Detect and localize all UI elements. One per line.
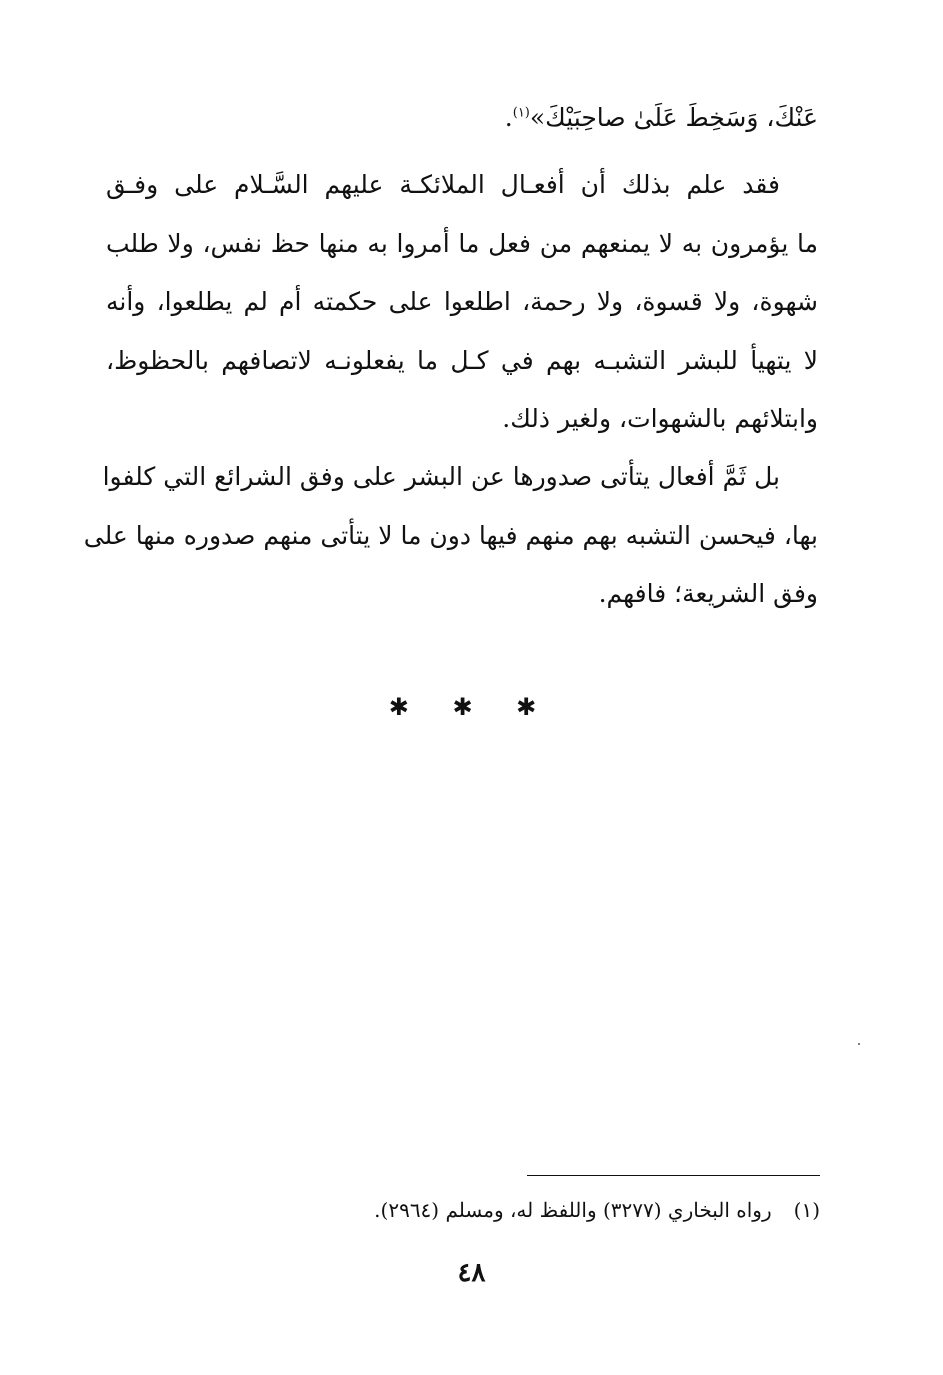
footnote-number: (١) bbox=[793, 1198, 820, 1222]
opening-line-text bbox=[106, 89, 818, 148]
paragraph-line: شهوة، ولا قسوة، ولا رحمة، اطلعوا على حكمته أم لم يطلعوا، وأنه bbox=[106, 287, 818, 316]
footnote-reference[interactable]: (١) bbox=[512, 105, 530, 121]
scan-speck bbox=[858, 1043, 860, 1045]
page-number: ٤٨ bbox=[457, 1258, 486, 1288]
footnote bbox=[280, 1193, 820, 1227]
footnote-divider bbox=[527, 1175, 820, 1176]
paragraph-line: فقد علم بذلك أن أفعـال الملائكـة عليهم السَّـلام على وفـق bbox=[106, 170, 780, 199]
paragraph-line: ما يؤمرون به لا يمنعهم من فعل ما أمروا به منها حظ نفس، ولا طلب bbox=[106, 228, 818, 258]
opening-quote-text: عَنْكَ، وَسَخِطَ عَلَىٰ صاحِبَيْكَ» bbox=[529, 103, 818, 132]
paragraph-line: لا يتهيأ للبشر التشبـه بهم في كـل ما يفعلونـه لاتصافهم بالحظوظ، bbox=[106, 345, 818, 375]
opening-line-end: . bbox=[504, 103, 513, 132]
opening-line bbox=[106, 89, 818, 148]
paragraph-line: بل ثَمَّ أفعال يتأتى صدورها عن البشر على وفق الشرائع التي كلفوا bbox=[102, 462, 780, 491]
paragraph-line: بها، فيحسن التشبه بهم منهم فيها دون ما لا يتأتى منهم صدوره منها على bbox=[83, 520, 818, 550]
paragraph-line: وفق الشريعة؛ فافهم. bbox=[598, 579, 818, 608]
paragraph-1 bbox=[106, 156, 818, 449]
paragraph-line: وابتلائهم بالشهوات، ولغير ذلك. bbox=[502, 404, 818, 433]
footnote-text: رواه البخاري (٣٢٧٧) واللفظ له، ومسلم (٢٩٦٤). bbox=[374, 1198, 772, 1222]
section-separator: ✱ ✱ ✱ bbox=[388, 693, 555, 721]
paragraph-2 bbox=[83, 448, 818, 624]
